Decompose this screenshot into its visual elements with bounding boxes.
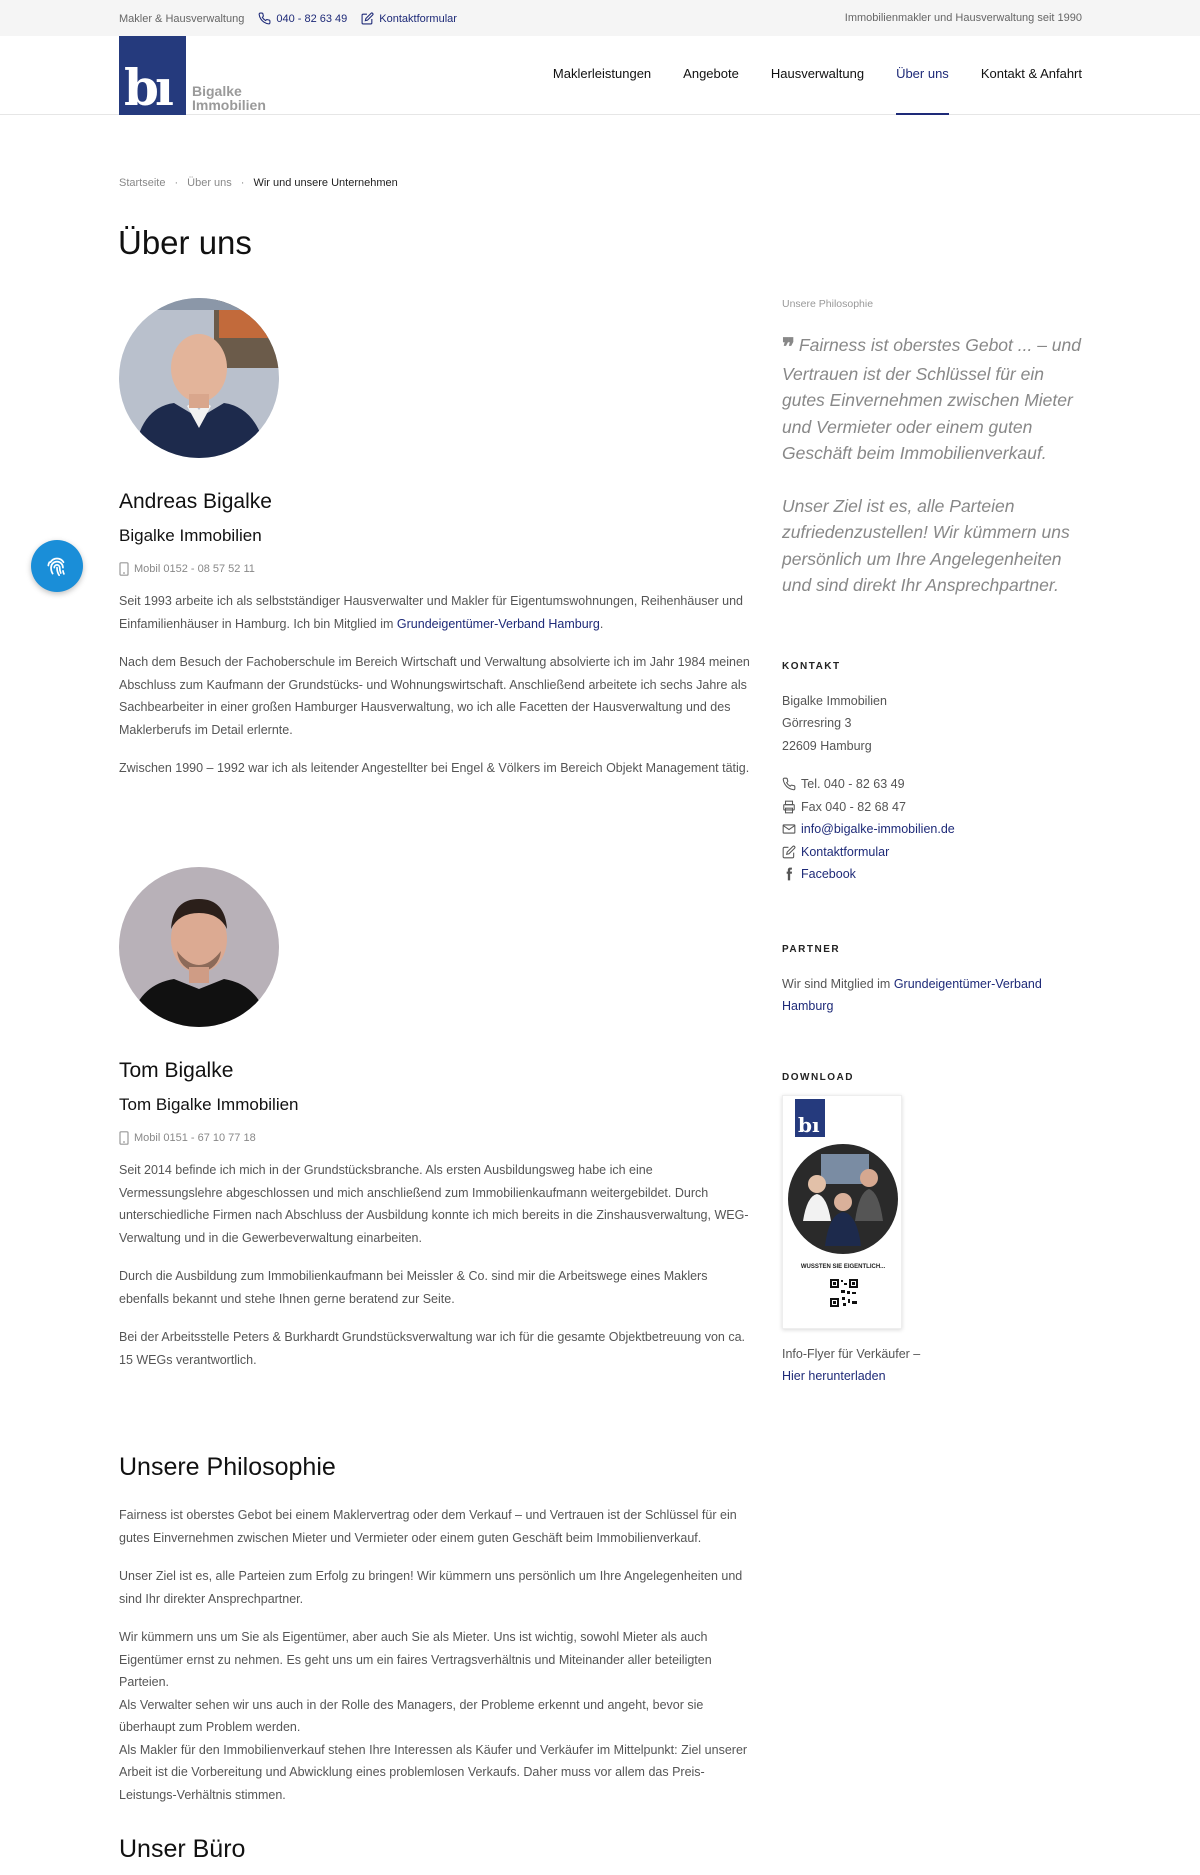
- office-heading: Unser Büro: [119, 1835, 246, 1863]
- topbar-label: Makler & Hausverwaltung: [119, 12, 245, 25]
- logo-mark: [119, 36, 186, 115]
- topbar-contact-form-link[interactable]: Kontaktformular: [379, 12, 457, 25]
- avatar-tom: [119, 867, 279, 1027]
- logo-mark-text: bı: [124, 58, 170, 115]
- partner-text: Wir sind Mitglied im Grundeigentümer-Verband Hamburg: [782, 976, 1042, 1013]
- bio-paragraph: Nach dem Besuch der Fachoberschule im Bereich Wirtschaft und Verwaltung absolvierte ich im Jahr 1984 meinen Abschluss zum Kaufmann der Grundstücks- und Wohnungswirtschaft. Anschließend arbeitete ich sechs Jahre als Sachbearbeiter in einer großen Hamburger Hausverwaltung, wo ich alle Facetten der Hausverwaltung und des Maklerberufs im Detail erlernte.: [119, 655, 750, 737]
- person-mobile-number: Mobil 0151 - 67 10 77 18: [134, 1132, 256, 1144]
- email-link[interactable]: info@bigalke-immobilien.de: [801, 822, 955, 836]
- person-mobile-number: Mobil 0152 - 08 57 52 11: [134, 563, 255, 575]
- philosophy-paragraph: Als Makler für den Immobilienverkauf stehen Ihre Interessen als Käufer und Verkäufer im Mittelpunkt: Ziel unserer Arbeit ist die Vorbereitung und Abwicklung eines problemlosen Verkaufs. Daher muss vor allem das Preis-Leistungs-Verhältnis stimmen.: [119, 1742, 748, 1802]
- person-card-tom: [119, 867, 751, 1387]
- person-company: Bigalke Immobilien: [119, 526, 262, 545]
- qr-code-icon: [829, 1278, 859, 1308]
- breadcrumb-home[interactable]: Startseite: [119, 177, 166, 189]
- person-bio: [119, 590, 751, 780]
- nav-item-kontakt[interactable]: Kontakt & Anfahrt: [980, 66, 1082, 81]
- download-title: DOWNLOAD: [782, 1071, 854, 1083]
- contact-widget: [782, 661, 1082, 886]
- mobile-icon: [119, 1131, 129, 1145]
- contact-title: KONTAKT: [782, 660, 841, 672]
- svg-text:bı: bı: [798, 1112, 820, 1137]
- bio-paragraph: Bei der Arbeitsstelle Peters & Burkhardt Grundstücksverwaltung war ich für die gesamte Objektbetreuung von ca. 15 WEGs verantwortlich.: [119, 1330, 746, 1367]
- person-card-andreas: [119, 298, 751, 796]
- quote-icon: ❞: [782, 332, 795, 361]
- flyer-download-link[interactable]: Hier herunterladen: [782, 1369, 886, 1383]
- contact-tel: Tel. 040 - 82 63 49: [782, 773, 1082, 796]
- bio-paragraph: Zwischen 1990 – 1992 war ich als leitender Angestellter bei Engel & Völkers im Bereich Objekt Management tätig.: [119, 761, 750, 775]
- edit-icon: [782, 845, 796, 859]
- download-widget: [782, 1072, 1082, 1388]
- edit-icon: [361, 12, 374, 25]
- sidebar: [782, 298, 1082, 1388]
- philosophy-paragraph: Unser Ziel ist es, alle Parteien zum Erfolg zu bringen! Wir kümmern uns persönlich um Ihre Angelegenheiten und sind Ihr direkter Ansprechpartner.: [119, 1569, 743, 1606]
- flyer-caption: WUSSTEN SIE EIGENTLICH...: [800, 1263, 886, 1270]
- philosophy-paragraph: Wir kümmern uns um Sie als Eigentümer, aber auch Sie als Mieter. Uns ist wichtig, sowohl Mieter als auch Eigentümer ernst zu nehmen. Es geht uns um ein faires Vertragsverhältnis und Miteinander aller beteiligten Parteien.: [119, 1630, 712, 1689]
- contact-city: 22609 Hamburg: [782, 738, 872, 753]
- person-bio: [119, 1159, 751, 1371]
- main-nav: [521, 66, 1082, 115]
- flyer-text: Info-Flyer für Verkäufer – Hier herunterladen: [782, 1346, 921, 1383]
- topbar-phone-link[interactable]: 040 - 82 63 49: [276, 12, 348, 25]
- sidebar-philosophy-label: Unsere Philosophie: [782, 298, 874, 310]
- page-title: Über uns: [118, 224, 252, 261]
- person-company: Tom Bigalke Immobilien: [119, 1095, 299, 1114]
- phone-icon: [258, 12, 271, 25]
- person-name: Andreas Bigalke: [119, 490, 272, 513]
- person-name: Tom Bigalke: [119, 1059, 234, 1082]
- contact-company: Bigalke Immobilien: [782, 693, 887, 708]
- partner-widget: [782, 944, 1082, 1018]
- grundeigentuemer-link[interactable]: Grundeigentümer-Verband Hamburg: [396, 616, 600, 631]
- avatar-andreas: [119, 298, 279, 458]
- top-bar: [0, 0, 1200, 36]
- contact-street: Görresring 3: [782, 716, 852, 730]
- fax-icon: [782, 800, 796, 814]
- contact-form-link[interactable]: Kontaktformular: [801, 844, 890, 859]
- logo-line-1: Bigalke: [192, 83, 242, 99]
- logo-text: [192, 84, 266, 112]
- nav-item-ueber-uns[interactable]: Über uns: [896, 66, 949, 115]
- partner-link[interactable]: Grundeigentümer-Verband Hamburg: [782, 976, 1042, 1013]
- bio-paragraph: Seit 1993 arbeite ich als selbstständiger Hausverwalter und Makler für Eigentumswohnungen, Reihenhäuser und Einfamilienhäuser in Hamburg. Ich bin Mitglied im Grundeigentümer-Verband Hamburg.: [119, 594, 743, 631]
- person-mobile: [119, 562, 751, 576]
- philosophy-section: [119, 1453, 751, 1822]
- nav-item-angebote[interactable]: Angebote: [683, 66, 739, 81]
- facebook-link[interactable]: Facebook: [801, 867, 856, 881]
- flyer-thumbnail[interactable]: [782, 1095, 902, 1329]
- fingerprint-icon: [44, 553, 70, 579]
- breadcrumb-parent[interactable]: Über uns: [187, 177, 232, 189]
- facebook-icon: [782, 867, 796, 881]
- breadcrumb-current: Wir und unsere Unternehmen: [253, 177, 398, 189]
- logo-line-2: Immobilien: [192, 97, 266, 113]
- mail-icon: [782, 822, 796, 836]
- contact-form: [782, 841, 1082, 864]
- breadcrumb: Startseite · Über uns · Wir und unsere Unternehmen: [119, 177, 398, 189]
- mobile-icon: [119, 562, 129, 576]
- phone-icon: [782, 777, 796, 791]
- site-logo[interactable]: [119, 36, 266, 115]
- contact-email: [782, 818, 1082, 841]
- philosophy-paragraph: Fairness ist oberstes Gebot bei einem Maklervertrag oder dem Verkauf – und Vertrauen ist der Schlüssel für ein gutes Einvernehmen zwischen Mieter und Vermieter oder einem guten Geschäft beim Immobilienverkauf.: [119, 1508, 737, 1545]
- contact-facebook: [782, 863, 1082, 886]
- contact-fax: Fax 040 - 82 68 47: [782, 796, 1082, 819]
- privacy-fab-button[interactable]: [31, 540, 83, 592]
- philosophy-paragraph: Als Verwalter sehen wir uns auch in der Rolle des Managers, der Probleme erkennt und angeht, bevor sie überhaupt zum Problem werden.: [119, 1697, 704, 1734]
- bio-paragraph: Durch die Ausbildung zum Immobilienkaufmann bei Meissler & Co. sind mir die Arbeitswege eines Maklers ebenfalls bekannt und stehe Ihnen gerne beratend zur Seite.: [119, 1269, 708, 1306]
- bio-paragraph: Seit 2014 befinde ich mich in der Grundstücksbranche. Als ersten Ausbildungsweg habe ich eine Vermessungslehre abgeschlossen und mich anschließend zum Immobilienkaufmann weitergebildet. Durch unterschiedliche Firmen nach Abschluss der Ausbildung konnte ich mich bereits in die Zinshausverwaltung, WEG-Verwaltung und in die Gewerbeverwaltung einarbeiten.: [119, 1163, 749, 1245]
- nav-item-hausverwaltung[interactable]: Hausverwaltung: [770, 66, 865, 81]
- topbar-tagline: Immobilienmakler und Hausverwaltung seit 1990: [844, 12, 1082, 24]
- person-mobile: [119, 1131, 751, 1145]
- office-section: [119, 1835, 751, 1864]
- philosophy-quote: ❞ Fairness ist oberstes Gebot ... – und Vertrauen ist der Schlüssel für ein gutes Einvernehmen zwischen Mieter und Vermieter oder einem guten Geschäft beim Immobilienverkauf. Unser Ziel ist es, alle Parteien zufriedenzustellen! Wir kümmern uns persönlich um Ihre Angelegenheiten und sind direkt Ihr Ansprechpartner.: [782, 332, 1082, 595]
- site-header: [0, 36, 1200, 115]
- partner-title: PARTNER: [782, 943, 841, 955]
- nav-item-maklerleistungen[interactable]: Maklerleistungen: [552, 66, 652, 81]
- philosophy-heading: Unsere Philosophie: [119, 1453, 336, 1481]
